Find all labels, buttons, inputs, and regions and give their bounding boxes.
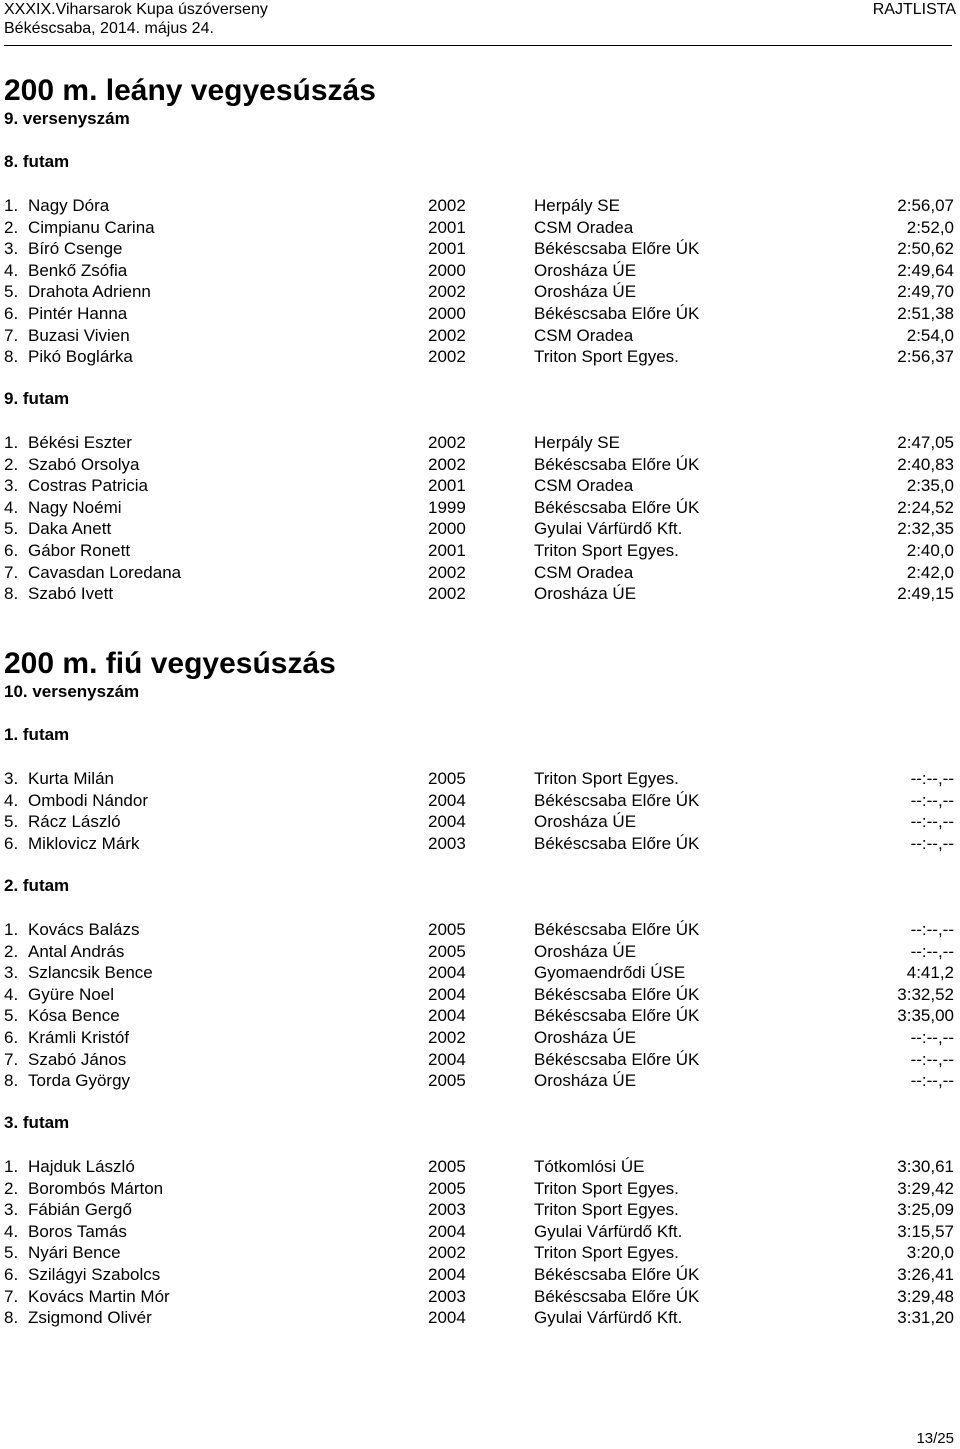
entry-time: 2:47,05 [897, 433, 954, 452]
entry-time: 3:35,00 [897, 1006, 954, 1026]
birth-year: 2004 [428, 790, 466, 810]
lane-number: 5. [4, 519, 19, 539]
swimmer-name: Zsigmond Olivér [28, 1308, 152, 1328]
swimmer-name: Nyári Bence [28, 1243, 121, 1263]
birth-year: 2002 [428, 433, 466, 452]
entry-time: --:--,-- [910, 920, 954, 939]
lane-number: 4. [4, 1221, 19, 1241]
swimmer-name: Krámli Kristóf [28, 1027, 130, 1047]
club-name: Békéscsaba Előre ÚK [534, 1049, 700, 1069]
entry-time: 2:52,0 [906, 217, 954, 237]
birth-year: 2004 [428, 812, 466, 832]
birth-year: 2005 [428, 941, 466, 961]
lane-number: 2. [4, 217, 19, 237]
club-name: Békéscsaba Előre ÚK [534, 1264, 700, 1284]
swimmer-name: Buzasi Vivien [28, 325, 130, 345]
club-name: Békéscsaba Előre ÚK [534, 1006, 700, 1026]
swimmer-name: Kovács Balázs [28, 920, 140, 939]
birth-year: 2000 [428, 303, 466, 323]
birth-year: 2002 [428, 196, 466, 215]
lane-number: 3. [4, 963, 19, 983]
club-name: Békéscsaba Előre ÚK [534, 790, 700, 810]
entry-time: 3:32,52 [897, 984, 954, 1004]
club-name: Herpály SE [534, 433, 620, 452]
table-row [4, 984, 960, 1006]
table-row [4, 1221, 960, 1243]
birth-year: 2004 [428, 1006, 466, 1026]
table-row [4, 941, 960, 963]
birth-year: 2002 [428, 562, 466, 582]
event-title: 200 m. leány vegyesúszás [4, 74, 376, 107]
swimmer-name: Costras Patricia [28, 476, 148, 496]
swimmer-name: Miklovicz Márk [28, 833, 140, 853]
lane-number: 7. [4, 1286, 19, 1306]
club-name: Triton Sport Egyes. [534, 1243, 679, 1263]
club-name: Triton Sport Egyes. [534, 769, 679, 788]
table-row [4, 1307, 960, 1329]
club-name: Orosháza ÚE [534, 1071, 637, 1091]
birth-year: 2005 [428, 1071, 466, 1091]
swimmer-name: Kovács Martin Mór [28, 1286, 170, 1306]
page-number: 13/25 [916, 1430, 954, 1447]
lane-number: 8. [4, 584, 19, 604]
entry-time: 2:49,15 [897, 584, 954, 604]
birth-year: 2001 [428, 239, 466, 259]
table-row [4, 1049, 960, 1071]
lane-number: 7. [4, 562, 19, 582]
birth-year: 1999 [428, 497, 466, 517]
heat-title: 1. futam [4, 725, 70, 744]
heat-rows [4, 1156, 960, 1329]
table-row [4, 1242, 960, 1264]
entry-time: --:--,-- [910, 769, 954, 788]
table-row [4, 518, 960, 540]
table-row [4, 497, 960, 519]
table-row [4, 962, 960, 984]
club-name: Békéscsaba Előre ÚK [534, 833, 700, 853]
table-row [4, 1156, 960, 1178]
table-row [4, 260, 960, 282]
entry-time: 2:40,0 [906, 540, 954, 560]
entry-time: --:--,-- [910, 941, 954, 961]
birth-year: 2004 [428, 1264, 466, 1284]
heat-rows [4, 195, 960, 368]
lane-number: 5. [4, 812, 19, 832]
lane-number: 6. [4, 1264, 19, 1284]
header-divider [4, 45, 952, 46]
birth-year: 2002 [428, 282, 466, 302]
swimmer-name: Cavasdan Loredana [28, 562, 182, 582]
lane-number: 1. [4, 433, 19, 452]
lane-number: 1. [4, 196, 19, 215]
birth-year: 2003 [428, 1200, 466, 1220]
table-row [4, 919, 960, 941]
club-name: Triton Sport Egyes. [534, 540, 679, 560]
table-row [4, 432, 960, 454]
entry-time: 2:54,0 [906, 325, 954, 345]
table-row [4, 1286, 960, 1308]
table-row [4, 562, 960, 584]
swimmer-name: Szabó Ivett [28, 584, 114, 604]
birth-year: 2000 [428, 260, 466, 280]
entry-time: 3:20,0 [906, 1243, 954, 1263]
club-name: Orosháza ÚE [534, 260, 637, 280]
club-name: Békéscsaba Előre ÚK [534, 239, 700, 259]
entry-time: 4:41,2 [906, 963, 954, 983]
lane-number: 5. [4, 282, 19, 302]
entry-time: 3:25,09 [897, 1200, 954, 1220]
heat-title: 8. futam [4, 152, 70, 171]
birth-year: 2004 [428, 1049, 466, 1069]
event-title: 200 m. fiú vegyesúszás [4, 647, 336, 680]
entry-time: 3:15,57 [897, 1221, 954, 1241]
swimmer-name: Boros Tamás [28, 1221, 127, 1241]
swimmer-name: Bíró Csenge [28, 239, 123, 259]
swimmer-name: Benkő Zsófia [28, 260, 128, 280]
swimmer-name: Cimpianu Carina [28, 217, 155, 237]
table-row [4, 1178, 960, 1200]
lane-number: 2. [4, 1178, 19, 1198]
swimmer-name: Békési Eszter [28, 433, 132, 452]
swimmer-name: Antal András [28, 941, 125, 961]
entry-time: 3:26,41 [897, 1264, 954, 1284]
swimmer-name: Nagy Noémi [28, 497, 122, 517]
birth-year: 2004 [428, 984, 466, 1004]
swimmer-name: Kurta Milán [28, 769, 114, 788]
lane-number: 8. [4, 1071, 19, 1091]
entry-time: --:--,-- [910, 812, 954, 832]
lane-number: 3. [4, 1200, 19, 1220]
lane-number: 6. [4, 303, 19, 323]
lane-number: 3. [4, 239, 19, 259]
table-row [4, 833, 960, 855]
club-name: Békéscsaba Előre ÚK [534, 454, 700, 474]
club-name: CSM Oradea [534, 562, 634, 582]
birth-year: 2002 [428, 325, 466, 345]
swimmer-name: Drahota Adrienn [28, 282, 151, 302]
birth-year: 2001 [428, 476, 466, 496]
club-name: Gyulai Várfürdő Kft. [534, 1221, 683, 1241]
table-row [4, 1199, 960, 1221]
entry-time: 2:49,70 [897, 282, 954, 302]
heat-title: 9. futam [4, 389, 70, 408]
lane-number: 4. [4, 790, 19, 810]
club-name: Békéscsaba Előre ÚK [534, 497, 700, 517]
entry-time: 3:29,48 [897, 1286, 954, 1306]
birth-year: 2004 [428, 1221, 466, 1241]
lane-number: 5. [4, 1243, 19, 1263]
birth-year: 2003 [428, 833, 466, 853]
swimmer-name: Fábián Gergő [28, 1200, 132, 1220]
club-name: Békéscsaba Előre ÚK [534, 1286, 700, 1306]
lane-number: 6. [4, 1027, 19, 1047]
table-row [4, 790, 960, 812]
club-name: Orosháza ÚE [534, 812, 637, 832]
birth-year: 2005 [428, 769, 466, 788]
entry-time: --:--,-- [910, 1071, 954, 1091]
lane-number: 7. [4, 325, 19, 345]
swimmer-name: Pintér Hanna [28, 303, 128, 323]
swimmer-name: Gyüre Noel [28, 984, 114, 1004]
club-name: Orosháza ÚE [534, 584, 637, 604]
swimmer-name: Szabó Orsolya [28, 454, 140, 474]
birth-year: 2001 [428, 540, 466, 560]
heat-rows [4, 432, 960, 605]
swimmer-name: Hajduk László [28, 1157, 135, 1176]
event-number: 9. versenyszám [4, 109, 130, 128]
entry-time: 2:56,07 [897, 196, 954, 215]
lane-number: 2. [4, 454, 19, 474]
club-name: CSM Oradea [534, 325, 634, 345]
entry-time: --:--,-- [910, 790, 954, 810]
birth-year: 2002 [428, 347, 466, 367]
swimmer-name: Torda György [28, 1071, 131, 1091]
lane-number: 1. [4, 920, 19, 939]
club-name: CSM Oradea [534, 476, 634, 496]
swimmer-name: Rácz László [28, 812, 121, 832]
club-name: Gyulai Várfürdő Kft. [534, 1308, 683, 1328]
birth-year: 2002 [428, 454, 466, 474]
table-row [4, 583, 960, 605]
club-name: Tótkomlósi ÚE [534, 1157, 645, 1176]
club-name: Orosháza ÚE [534, 941, 637, 961]
entry-time: 2:56,37 [897, 347, 954, 367]
table-row [4, 346, 960, 368]
lane-number: 8. [4, 347, 19, 367]
table-row [4, 1005, 960, 1027]
swimmer-name: Pikó Boglárka [28, 347, 133, 367]
lane-number: 6. [4, 540, 19, 560]
entry-time: --:--,-- [910, 833, 954, 853]
birth-year: 2005 [428, 1157, 466, 1176]
club-name: Békéscsaba Előre ÚK [534, 303, 700, 323]
club-name: Triton Sport Egyes. [534, 347, 679, 367]
table-row [4, 475, 960, 497]
lane-number: 3. [4, 476, 19, 496]
table-row [4, 303, 960, 325]
club-name: Gyomaendrődi ÚSE [534, 963, 686, 983]
lane-number: 4. [4, 984, 19, 1004]
entry-time: 2:35,0 [906, 476, 954, 496]
swimmer-name: Daka Anett [28, 519, 112, 539]
swimmer-name: Kósa Bence [28, 1006, 120, 1026]
entry-time: 2:42,0 [906, 562, 954, 582]
club-name: Gyulai Várfürdő Kft. [534, 519, 683, 539]
table-row [4, 811, 960, 833]
birth-year: 2004 [428, 1308, 466, 1328]
lane-number: 7. [4, 1049, 19, 1069]
table-row [4, 540, 960, 562]
lane-number: 3. [4, 769, 19, 788]
heat-title: 3. futam [4, 1113, 70, 1132]
club-name: Orosháza ÚE [534, 1027, 637, 1047]
club-name: Békéscsaba Előre ÚK [534, 920, 700, 939]
swimmer-name: Szabó János [28, 1049, 127, 1069]
entry-time: --:--,-- [910, 1027, 954, 1047]
lane-number: 4. [4, 497, 19, 517]
club-name: Békéscsaba Előre ÚK [534, 984, 700, 1004]
heat-rows [4, 919, 960, 1092]
birth-year: 2000 [428, 519, 466, 539]
heat-rows [4, 768, 960, 854]
table-row [4, 1264, 960, 1286]
event-number: 10. versenyszám [4, 682, 140, 701]
birth-year: 2002 [428, 584, 466, 604]
swimmer-name: Ombodi Nándor [28, 790, 149, 810]
birth-year: 2002 [428, 1027, 466, 1047]
header-left [4, 0, 268, 38]
table-row [4, 195, 960, 217]
club-name: Triton Sport Egyes. [534, 1178, 679, 1198]
swimmer-name: Szilágyi Szabolcs [28, 1264, 161, 1284]
swimmer-name: Nagy Dóra [28, 196, 110, 215]
table-row [4, 1070, 960, 1092]
swimmer-name: Gábor Ronett [28, 540, 131, 560]
birth-year: 2001 [428, 217, 466, 237]
lane-number: 6. [4, 833, 19, 853]
club-name: Herpály SE [534, 196, 620, 215]
lane-number: 4. [4, 260, 19, 280]
swimmer-name: Szlancsik Bence [28, 963, 153, 983]
entry-time: 2:51,38 [897, 303, 954, 323]
entry-time: 3:31,20 [897, 1308, 954, 1328]
entry-time: 2:32,35 [897, 519, 954, 539]
birth-year: 2002 [428, 1243, 466, 1263]
entry-time: 3:30,61 [897, 1157, 954, 1176]
table-row [4, 325, 960, 347]
birth-year: 2005 [428, 920, 466, 939]
entry-time: 2:49,64 [897, 260, 954, 280]
place-date: Békéscsaba, 2014. május 24. [4, 20, 214, 37]
birth-year: 2003 [428, 1286, 466, 1306]
birth-year: 2005 [428, 1178, 466, 1198]
document-type: RAJTLISTA [872, 1, 956, 18]
table-row [4, 281, 960, 303]
table-row [4, 768, 960, 790]
entry-time: 2:40,83 [897, 454, 954, 474]
entry-time: 2:24,52 [897, 497, 954, 517]
lane-number: 2. [4, 941, 19, 961]
lane-number: 5. [4, 1006, 19, 1026]
swimmer-name: Borombós Márton [28, 1178, 164, 1198]
club-name: CSM Oradea [534, 217, 634, 237]
entry-time: 2:50,62 [897, 239, 954, 259]
lane-number: 1. [4, 1157, 19, 1176]
competition-name: XXXIX.Viharsarok Kupa úszóverseny [4, 1, 268, 18]
table-row [4, 238, 960, 260]
entry-time: --:--,-- [910, 1049, 954, 1069]
club-name: Triton Sport Egyes. [534, 1200, 679, 1220]
lane-number: 8. [4, 1308, 19, 1328]
heat-title: 2. futam [4, 876, 70, 895]
entry-time: 3:29,42 [897, 1178, 954, 1198]
table-row [4, 454, 960, 476]
table-row [4, 1027, 960, 1049]
club-name: Orosháza ÚE [534, 282, 637, 302]
table-row [4, 217, 960, 239]
birth-year: 2004 [428, 963, 466, 983]
